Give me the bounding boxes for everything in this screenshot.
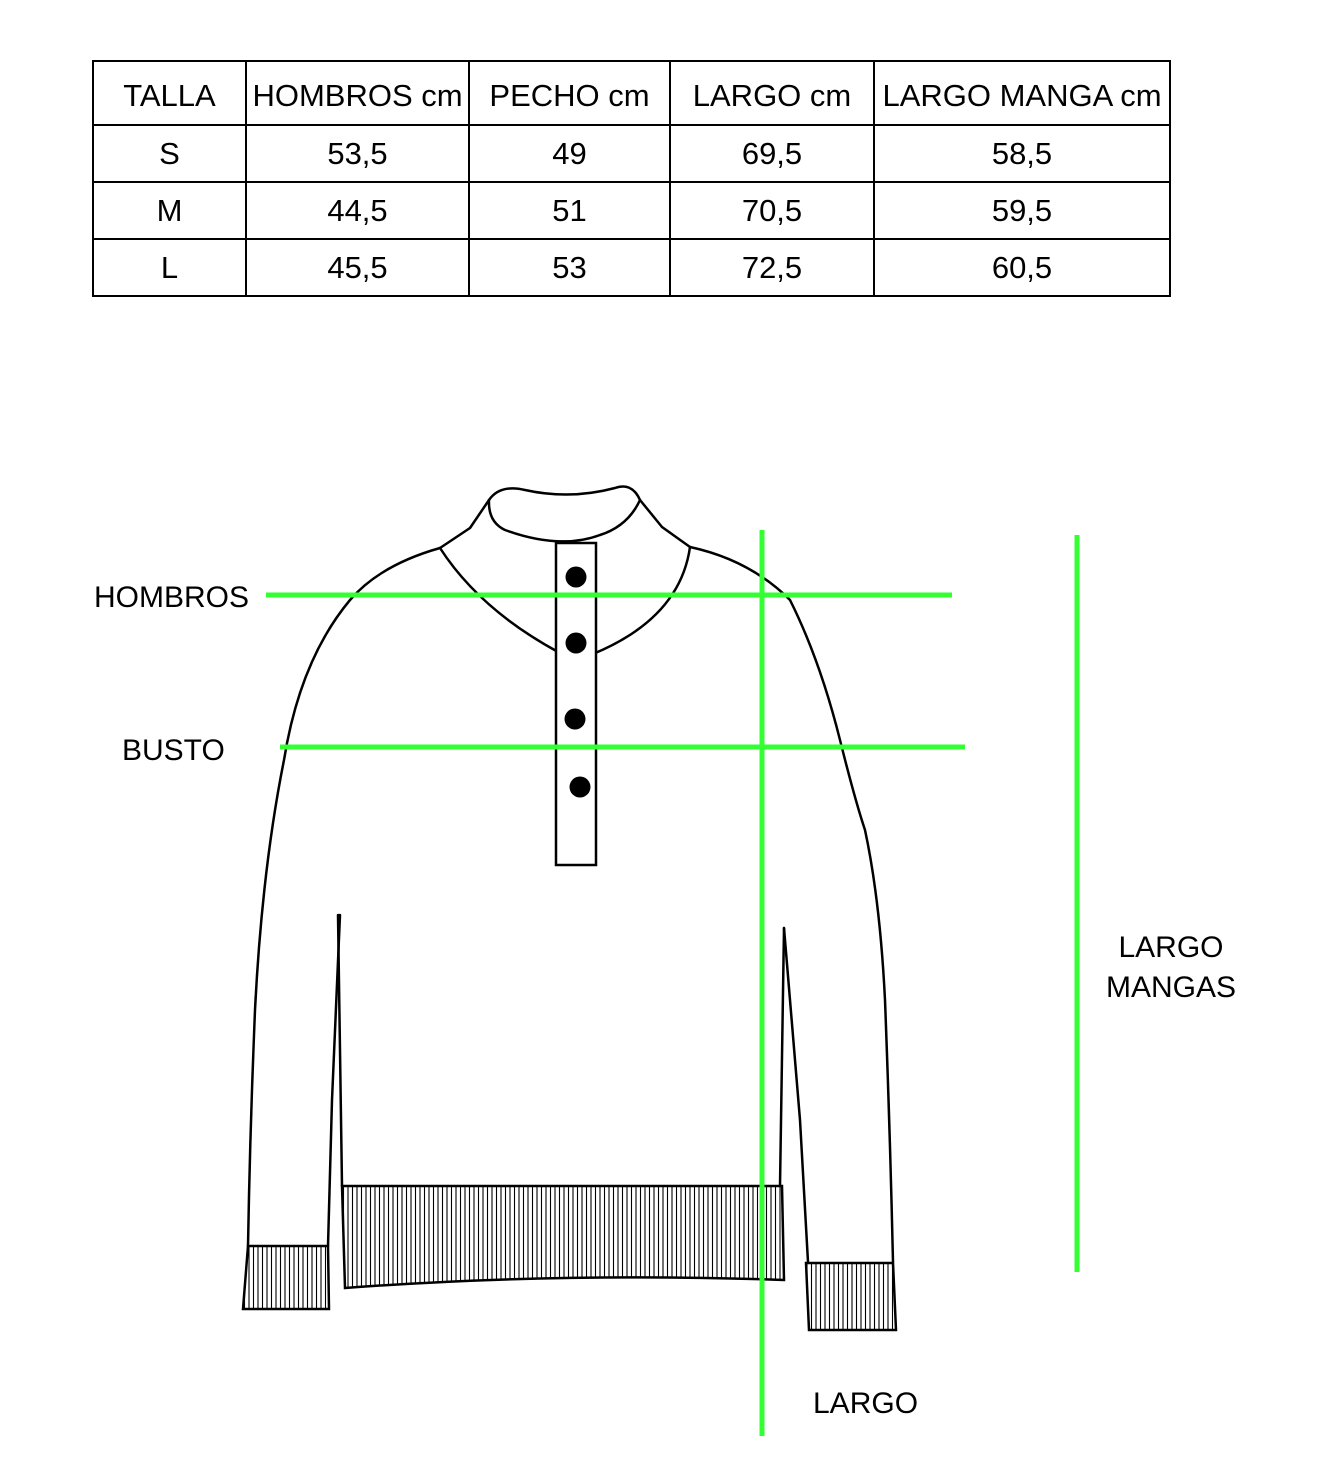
yoke-left-curve (440, 548, 560, 653)
cell-largo-manga: 60,5 (874, 239, 1170, 296)
cell-largo-manga: 59,5 (874, 182, 1170, 239)
collar-inner-fold (489, 500, 640, 541)
yoke-right-curve (593, 547, 690, 654)
cell-talla: S (93, 125, 246, 182)
button-4-icon (570, 777, 591, 798)
cell-hombros: 45,5 (246, 239, 469, 296)
largo-label: LARGO (813, 1387, 919, 1420)
cell-pecho: 53 (469, 239, 670, 296)
cell-talla: L (93, 239, 246, 296)
button-placket (556, 543, 596, 865)
right-sleeve-inner (784, 928, 808, 1262)
header-pecho: PECHO cm (469, 61, 670, 125)
cell-largo: 69,5 (670, 125, 874, 182)
cell-pecho: 49 (469, 125, 670, 182)
busto-label: BUSTO (122, 734, 225, 767)
largo-mangas-label-line1: LARGO (1118, 931, 1224, 964)
cell-talla: M (93, 182, 246, 239)
cell-hombros: 44,5 (246, 182, 469, 239)
cell-pecho: 51 (469, 182, 670, 239)
cell-largo: 70,5 (670, 182, 874, 239)
cell-hombros: 53,5 (246, 125, 469, 182)
right-cuff-ribbing (806, 1263, 896, 1330)
right-sleeve-outer (690, 547, 893, 1262)
header-hombros: HOMBROS cm (246, 61, 469, 125)
largo-mangas-label-line2: MANGAS (1105, 971, 1237, 1004)
largo-mangas-label (1104, 928, 1238, 1008)
left-cuff-ribbing (243, 1246, 329, 1309)
button-2-icon (566, 633, 587, 654)
right-body-side (780, 928, 784, 1186)
hombros-label: HOMBROS (94, 581, 250, 614)
measurement-lines (266, 530, 1077, 1436)
left-sleeve-outer (248, 548, 440, 1246)
button-3-icon (565, 709, 586, 730)
header-talla: TALLA (93, 61, 246, 125)
collar-shape (440, 487, 690, 549)
button-1-icon (566, 567, 587, 588)
cell-largo: 72,5 (670, 239, 874, 296)
left-body-side (338, 915, 342, 1186)
cell-largo-manga: 58,5 (874, 125, 1170, 182)
hem-ribbing (342, 1186, 784, 1288)
header-largo: LARGO cm (670, 61, 874, 125)
header-largo-manga: LARGO MANGA cm (874, 61, 1170, 125)
